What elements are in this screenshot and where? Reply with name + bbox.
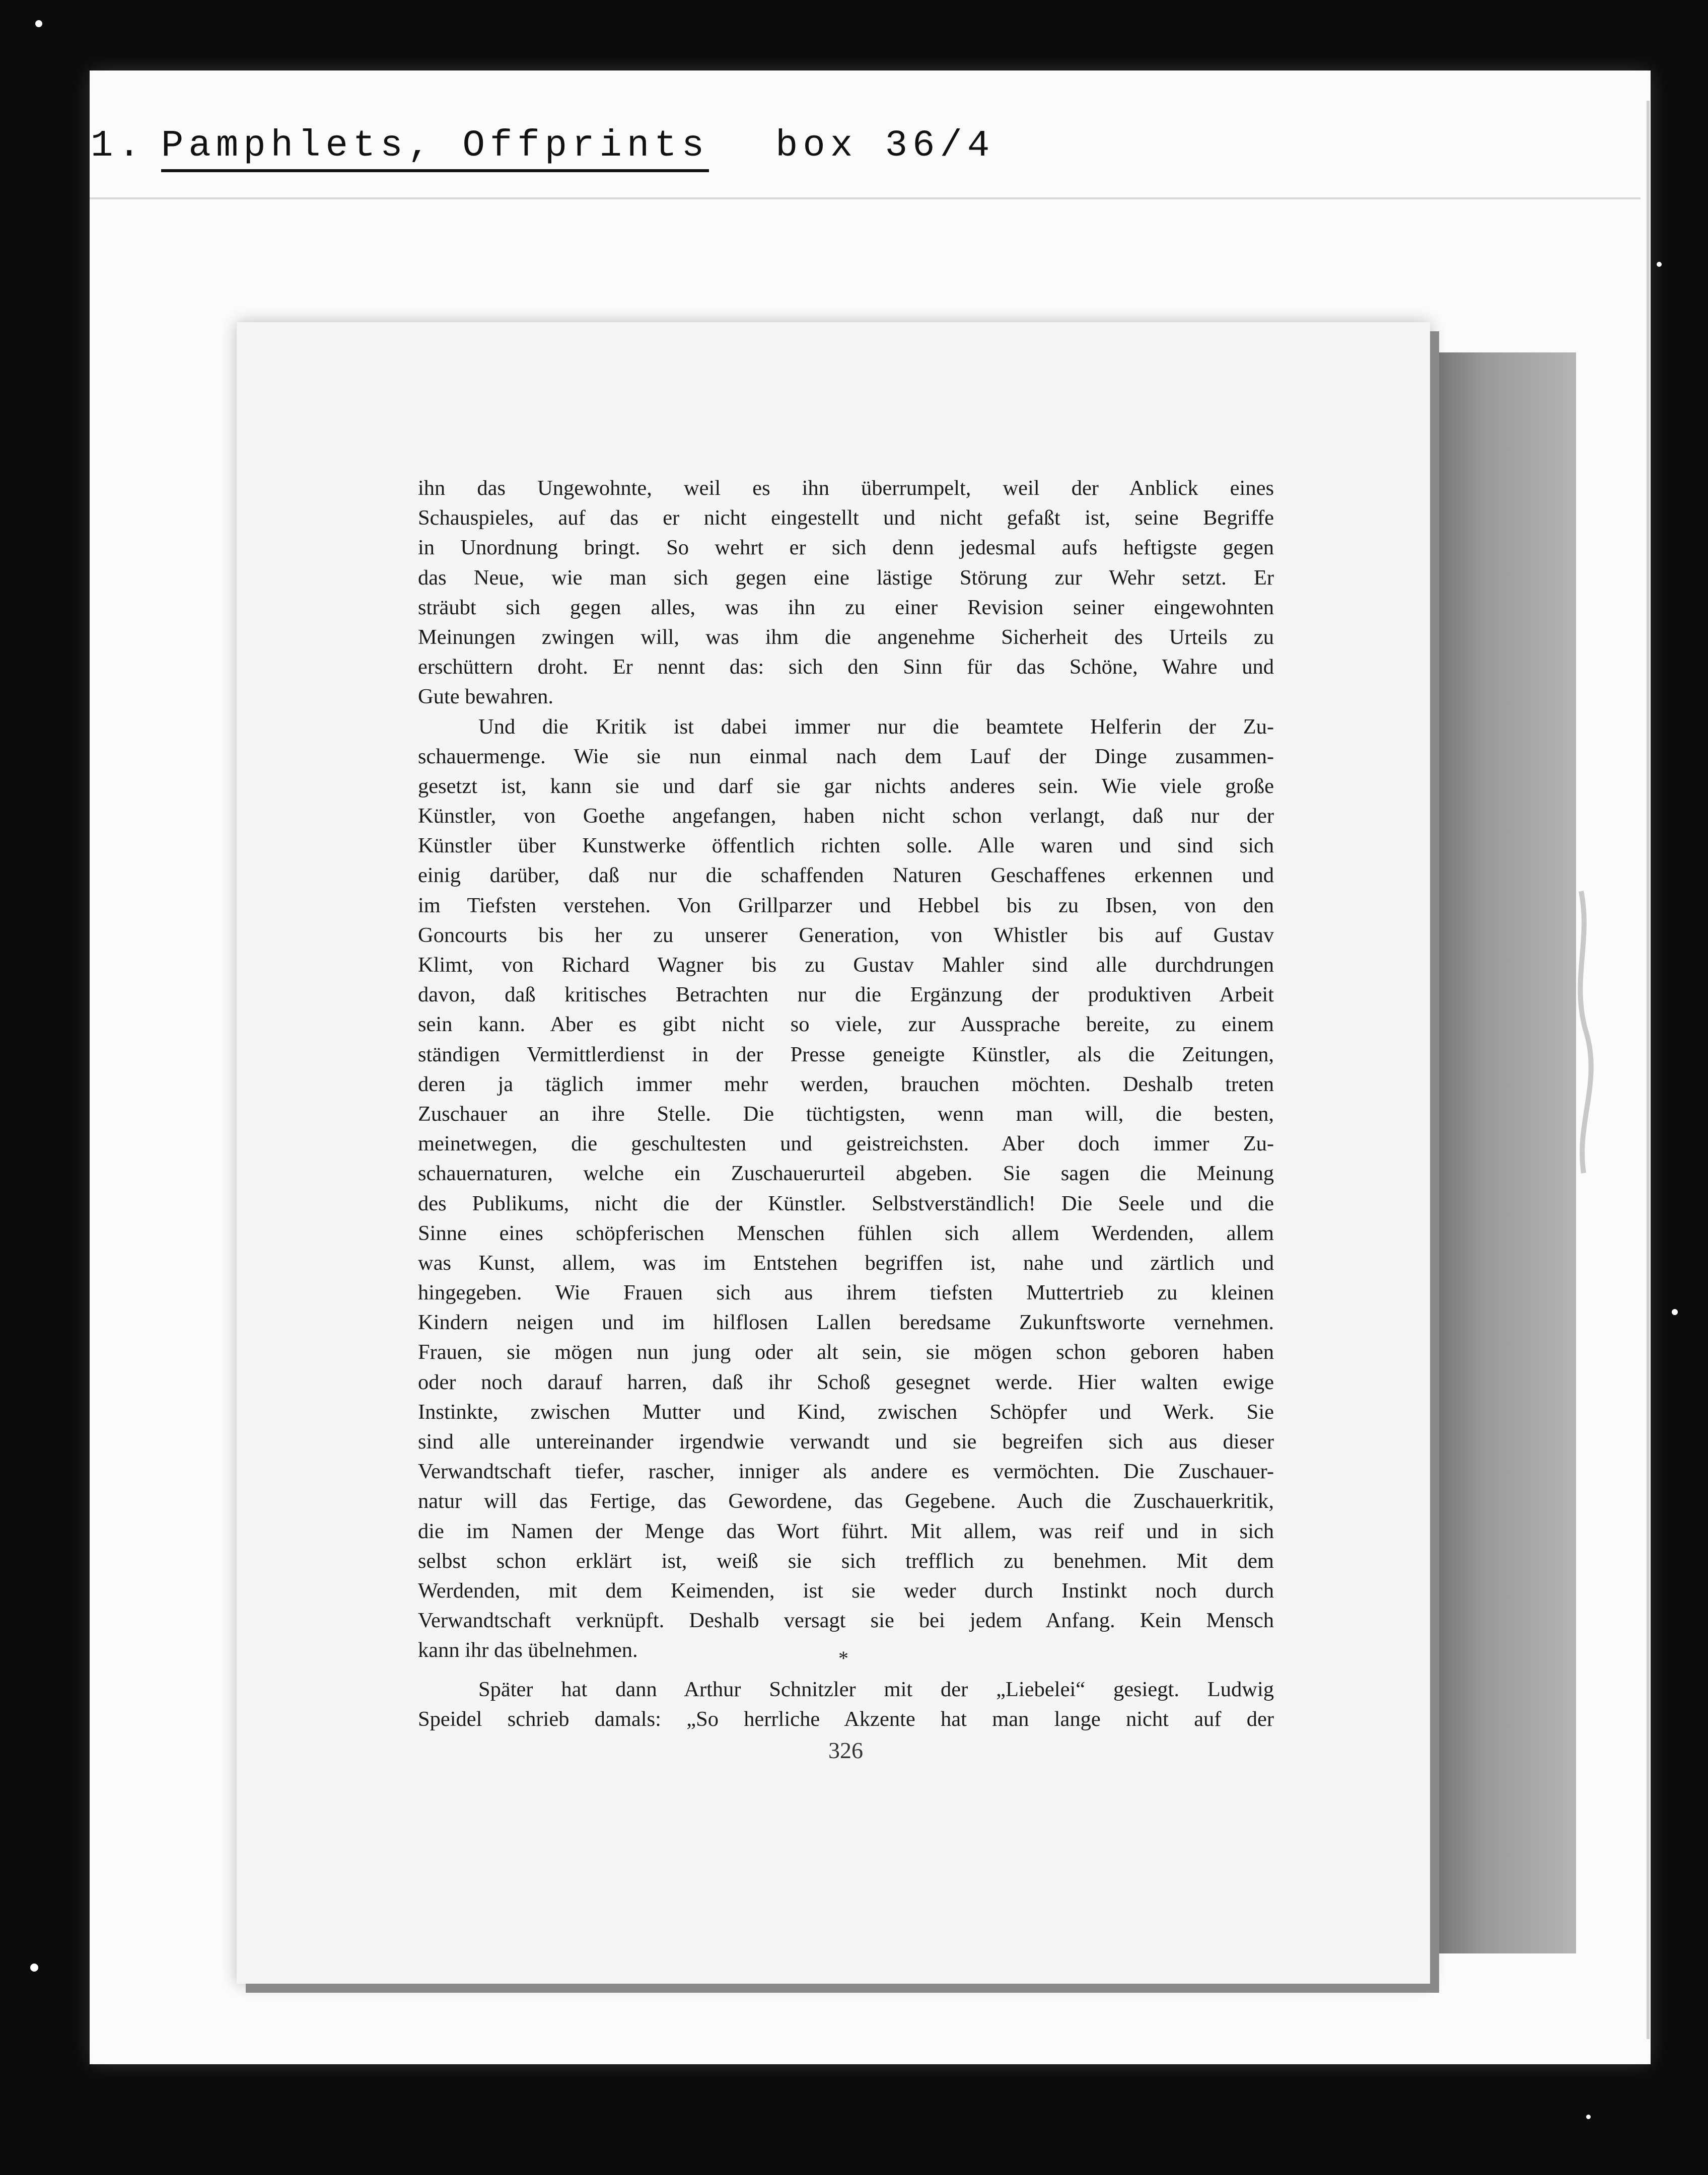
text-line: meinetwegen, die geschultesten und geistreichsten. Aber doch immer Zu- [418, 1132, 1274, 1156]
text-line: schauermenge. Wie sie nun einmal nach dem Lauf der Dinge zusammen- [418, 744, 1274, 768]
article-text [418, 473, 1274, 1734]
text-line: davon, daß kritisches Betrachten nur die Ergänzung der produktiven Arbeit [418, 983, 1274, 1007]
text-line: Goncourts bis her zu unserer Generation, von Whistler bis auf Gustav [418, 923, 1274, 947]
text-line: in Unordnung bringt. So wehrt er sich denn jedesmal aufs heftigste gegen [418, 536, 1274, 560]
text-line: Und die Kritik ist dabei immer nur die beamtete Helferin der Zu- [478, 714, 1274, 739]
archive-header [91, 125, 146, 167]
text-line: deren ja täglich immer mehr werden, brauchen möchten. Deshalb treten [418, 1072, 1274, 1096]
header-box-label: box 36/4 [775, 125, 995, 167]
sheet-edge [1626, 101, 1650, 2039]
text-line: oder noch darauf harren, daß ihr Schoß gesegnet werde. Hier walten ewige [418, 1370, 1274, 1394]
text-line: des Publikums, nicht die der Künstler. Selbstverständlich! Die Seele und die [418, 1191, 1274, 1215]
text-line: Instinkte, zwischen Mutter und Kind, zwischen Schöpfer und Werk. Sie [418, 1400, 1274, 1424]
text-line: Meinungen zwingen will, was ihm die angenehme Sicherheit des Urteils zu [418, 625, 1274, 649]
offprint-page [237, 322, 1430, 1984]
text-line: im Tiefsten verstehen. Von Grillparzer und Hebbel bis zu Ibsen, von den [418, 893, 1274, 917]
text-line: Frauen, sie mögen nun jung oder alt sein, sie mögen schon geboren haben [418, 1340, 1274, 1364]
text-line: Kindern neigen und im hilflosen Lallen beredsame Zukunftsworte vernehmen. [418, 1311, 1274, 1335]
margin-handwriting-mark [1551, 881, 1611, 1183]
text-line: schauernaturen, welche ein Zuschauerurteil abgeben. Sie sagen die Meinung [418, 1162, 1274, 1186]
header-title: Pamphlets, Offprints [161, 125, 709, 172]
text-line: Sinne eines schöpferischen Menschen fühlen sich allem Werdenden, allem [418, 1221, 1274, 1245]
text-line: die im Namen der Menge das Wort führt. Mit allem, was reif und in sich [418, 1519, 1274, 1543]
page-number: 326 [828, 1737, 863, 1763]
text-line: selbst schon erklärt ist, weiß sie sich trefflich zu benehmen. Mit dem [418, 1549, 1274, 1573]
text-line: sträubt sich gegen alles, was ihn zu einer Revision seiner eingewohnten [418, 595, 1274, 619]
text-line: Zuschauer an ihre Stelle. Die tüchtigsten, wenn man will, die besten, [418, 1102, 1274, 1126]
text-line: hingegeben. Wie Frauen sich aus ihrem tiefsten Muttertrieb zu kleinen [418, 1281, 1274, 1305]
header-number: 1. [91, 125, 146, 167]
text-line: Künstler, von Goethe angefangen, haben nicht schon verlangt, daß nur der [418, 804, 1274, 828]
text-line: sind alle untereinander irgendwie verwandt und sie begreifen sich aus dieser [418, 1430, 1274, 1454]
text-line: Speidel schrieb damals: „So herrliche Akzente hat man lange nicht auf der [418, 1707, 1274, 1731]
text-line: Verwandtschaft verknüpft. Deshalb versagt sie bei jedem Anfang. Kein Mensch [418, 1609, 1274, 1633]
text-line: Später hat dann Arthur Schnitzler mit der „Liebelei“ gesiegt. Ludwig [478, 1677, 1274, 1701]
text-line: das Neue, wie man sich gegen eine lästige Störung zur Wehr setzt. Er [418, 565, 1274, 590]
text-line: erschüttern droht. Er nennt das: sich den Sinn für das Schöne, Wahre und [418, 655, 1274, 679]
text-line: ständigen Vermittlerdienst in der Presse geneigte Künstler, als die Zeitungen, [418, 1042, 1274, 1066]
text-line: sein kann. Aber es gibt nicht so viele, zur Aussprache bereite, zu einem [418, 1012, 1274, 1037]
text-line: einig darüber, daß nur die schaffenden Naturen Geschaffenes erkennen und [418, 863, 1274, 888]
text-line: Verwandtschaft tiefer, rascher, inniger als andere es vermöchten. Die Zuschauer- [418, 1460, 1274, 1484]
text-line: Gute bewahren. [418, 685, 554, 709]
text-line: ihn das Ungewohnte, weil es ihn überrumpelt, weil der Anblick eines [418, 476, 1274, 500]
text-line: gesetzt ist, kann sie und darf sie gar nichts anderes sein. Wie viele große [418, 774, 1274, 798]
text-line: Schauspieles, auf das er nicht eingestellt und nicht gefaßt ist, seine Begriffe [418, 506, 1274, 530]
text-line: was Kunst, allem, was im Entstehen begriffen ist, nahe und zärtlich und [418, 1251, 1274, 1275]
text-line: Werdenden, mit dem Keimenden, ist sie weder durch Instinkt noch durch [418, 1578, 1274, 1603]
text-line: Klimt, von Richard Wagner bis zu Gustav Mahler sind alle durchdrungen [418, 953, 1274, 977]
text-line: kann ihr das übelnehmen. [418, 1638, 638, 1662]
header-divider [90, 197, 1641, 199]
section-asterisk: * [838, 1647, 848, 1670]
text-line: natur will das Fertige, das Gewordene, das Gegebene. Auch die Zuschauerkritik, [418, 1489, 1274, 1513]
text-line: Künstler über Kunstwerke öffentlich richten solle. Alle waren und sind sich [418, 834, 1274, 858]
